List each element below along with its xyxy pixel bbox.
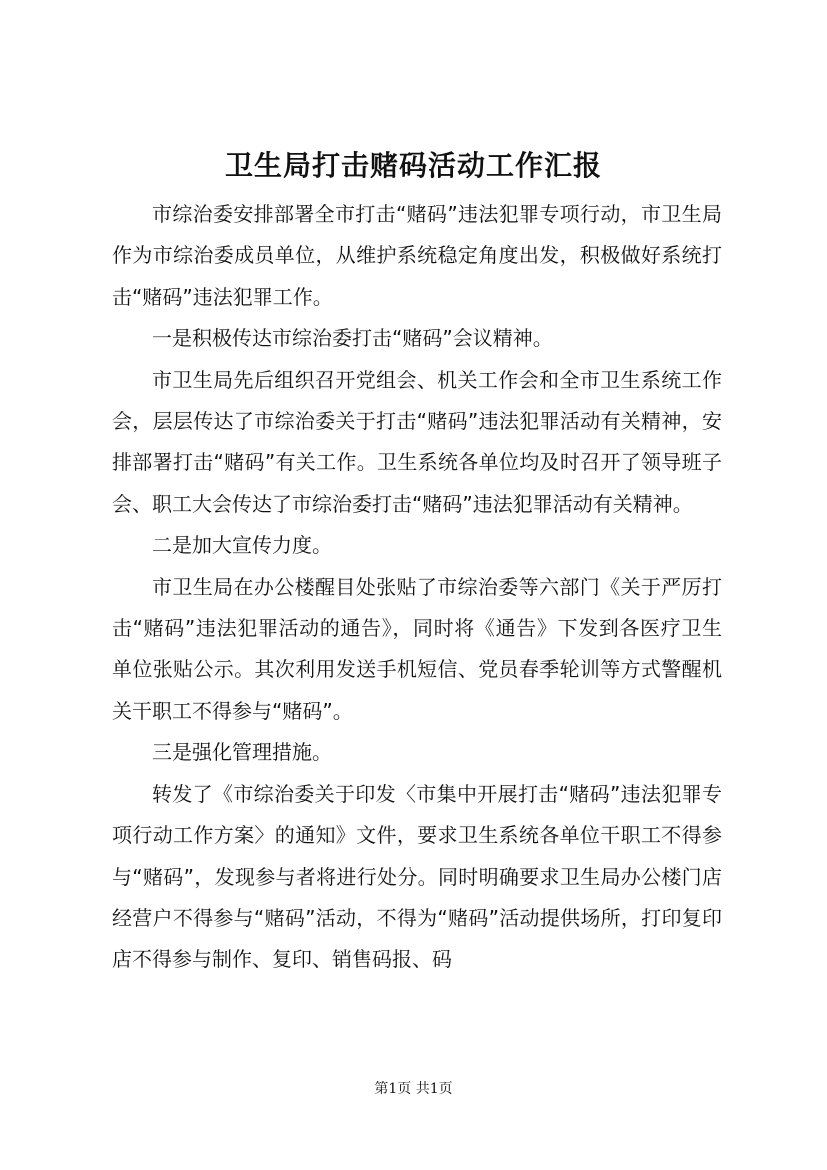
paragraph-intro: 市综治委安排部署全市打击“赌码”违法犯罪专项行动，市卫生局作为市综治委成员单位，从维护系统稳定角度出发，积极做好系统打击“赌码”违法犯罪工作。 [112, 202, 722, 309]
document-title: 卫生局打击赌码活动工作汇报 [224, 149, 602, 182]
page-footer: 第1页 共1页 [374, 1081, 453, 1097]
paragraph-heading-3: 三是强化管理措施。 [152, 740, 332, 765]
paragraph-2-content: 市卫生局在办公楼醒目处张贴了市综治委等六部门《关于严厉打击“赌码”违法犯罪活动的通告》，同时将《通告》下发到各医疗卫生单位张贴公示。其次利用发送手机短信、党员春季轮训等方式警醒机关干职工不得参与“赌码”。 [112, 574, 722, 723]
paragraph-3-content: 转发了《市综治委关于印发〈市集中开展打击“赌码”违法犯罪专项行动工作方案〉的通知》文件，要求卫生系统各单位干职工不得参与“赌码”，发现参与者将进行处分。同时明确要求卫生局办公楼门店经营户不得参与“赌码”活动，不得为“赌码”活动提供场所，打印复印店不得参与制作、复印、销售码报、码 [112, 781, 722, 972]
paragraph-1-content: 市卫生局先后组织召开党组会、机关工作会和全市卫生系统工作会，层层传达了市综治委关于打击“赌码”违法犯罪活动有关精神，安排部署打击“赌码”有关工作。卫生系统各单位均及时召开了领导班子会、职工大会传达了市综治委打击“赌码”违法犯罪活动有关精神。 [112, 367, 722, 516]
document-body [112, 194, 722, 981]
paragraph-heading-1: 一是积极传达市综治委打击“赌码”会议精神。 [152, 326, 553, 351]
paragraph-heading-2: 二是加大宣传力度。 [152, 533, 332, 558]
